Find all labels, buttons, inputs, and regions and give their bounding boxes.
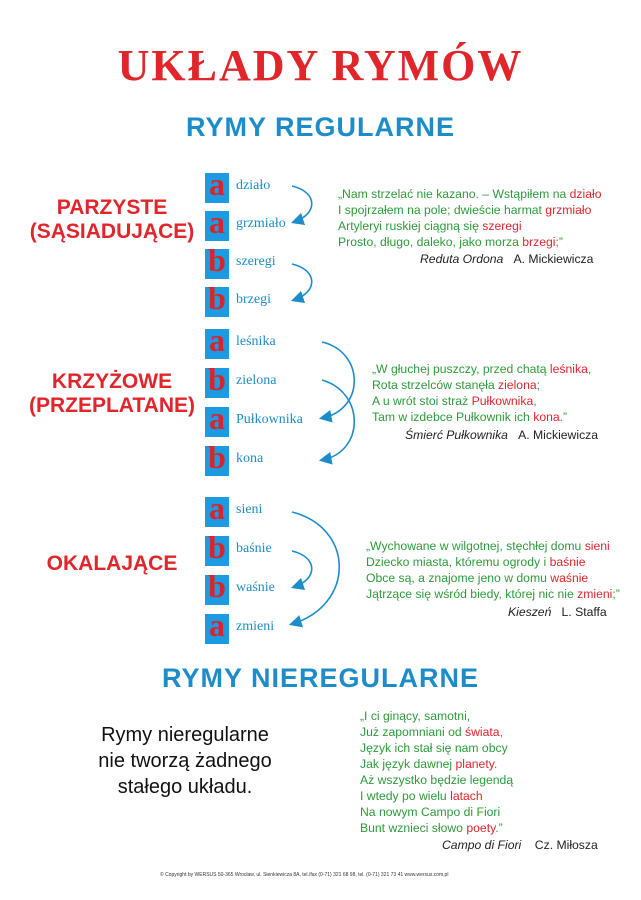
arrow-paired-a bbox=[292, 186, 312, 222]
poem-smierc-pulkownika bbox=[372, 361, 591, 425]
rhyme-letter-box: a bbox=[205, 497, 229, 527]
poem-author: A. Mickiewicza bbox=[513, 252, 594, 266]
regular-rhymes-title: RYMY REGULARNE bbox=[185, 112, 456, 142]
poem-reduta-ordona bbox=[338, 186, 602, 250]
poem-line: Język ich stał się nam obcy bbox=[360, 741, 508, 755]
category-paired-line2: (SĄSIADUJĄCE) bbox=[29, 220, 195, 243]
poem-author: L. Staffa bbox=[561, 605, 607, 619]
rhyme-word: zmieni bbox=[236, 619, 275, 634]
rhyme-letter-box: b bbox=[205, 446, 229, 476]
irregular-rhymes-title: RYMY NIEREGULARNE bbox=[161, 663, 480, 693]
poem-line: Tam w izdebce Pułkownik ich kona.” bbox=[372, 410, 568, 424]
rhyme-word: grzmiało bbox=[236, 216, 286, 231]
category-enclosing-line1: OKALAJĄCE bbox=[46, 552, 178, 575]
category-paired-line1: PARZYSTE bbox=[56, 196, 168, 219]
poem-work-title: Śmierć Pułkownika bbox=[405, 428, 508, 442]
poem-line: „Wychowane w wilgotnej, stęchłej domu sieni bbox=[366, 539, 610, 553]
rhyme-letter-box: b bbox=[205, 287, 229, 317]
poem-line: Aż wszystko będzie legendą bbox=[360, 773, 514, 787]
rhyme-letter-box: b bbox=[205, 536, 229, 566]
arrow-cross-b bbox=[322, 380, 354, 460]
rhyme-letter-box: a bbox=[205, 407, 229, 437]
rhyme-letter-box: a bbox=[205, 329, 229, 359]
main-title: UKŁADY RYMÓW bbox=[117, 41, 524, 90]
poem-campo-di-fiori bbox=[360, 708, 513, 836]
poem-work-title: Kieszeń bbox=[508, 605, 552, 619]
poem-kieszen bbox=[366, 538, 620, 602]
rhyme-word: baśnie bbox=[236, 541, 272, 556]
poem-line: Rota strzelców stanęła zielona; bbox=[372, 378, 541, 392]
poem-attribution bbox=[508, 605, 607, 619]
poem-line: „W głuchej puszczy, przed chatą leśnika, bbox=[372, 362, 592, 376]
poem-work-title: Reduta Ordona bbox=[420, 252, 504, 266]
poem-line: I spojrzałem na pole; dwieście harmat grzmiało bbox=[338, 203, 592, 217]
rhyme-word: brzegi bbox=[236, 292, 271, 307]
poem-line: A u wrót stoi straż Pułkownika, bbox=[372, 394, 537, 408]
arrow-enclosing-a bbox=[292, 512, 339, 624]
footer-copyright: © Copyright by WERSUS 50-365 Wrocław, ul. Sienkiewicza 8A, tel./fax (0-71) 321 68 98, tel. (0-71) 321 73 41 www.wersus.com.pl bbox=[160, 872, 449, 878]
poem-author: Cz. Miłosza bbox=[534, 838, 598, 852]
poem-line: Prosto, długo, daleko, jako morza brzegi;” bbox=[338, 235, 563, 249]
arrow-paired-b bbox=[292, 264, 312, 300]
rhyme-letter-box: b bbox=[205, 249, 229, 279]
poem-line: Dziecko miasta, któremu ogrody i baśnie bbox=[366, 555, 586, 569]
rhyme-word: szeregi bbox=[236, 254, 276, 269]
poem-attribution bbox=[420, 252, 593, 266]
rhyme-word: Pułkownika bbox=[236, 412, 303, 427]
poem-line: Bunt wznieci słowo poety.” bbox=[360, 821, 503, 835]
poem-line: Jątrzące się wśród biedy, której nic nie zmieni;” bbox=[366, 587, 620, 601]
rhyme-word: leśnika bbox=[236, 334, 276, 349]
poem-line: „I ci ginący, samotni, bbox=[360, 709, 471, 723]
poem-attribution bbox=[442, 838, 598, 852]
category-cross-line2: (PRZEPLATANE) bbox=[28, 394, 196, 417]
poem-line: Jak język dawnej planety. bbox=[360, 757, 498, 771]
rhyme-letter-box: b bbox=[205, 575, 229, 605]
poem-line: „Nam strzelać nie kazano. – Wstąpiłem na działo bbox=[338, 187, 602, 201]
poem-line: Obce są, a znajome jeno w domu waśnie bbox=[366, 571, 589, 585]
rhyme-word: działo bbox=[236, 178, 271, 193]
rhyme-word: sieni bbox=[236, 502, 263, 517]
rhyme-word: waśnie bbox=[236, 580, 275, 595]
poem-line: Już zapomniani od świata, bbox=[360, 725, 503, 739]
rhyme-word: kona bbox=[236, 451, 264, 466]
poem-line: I wtedy po wielu latach bbox=[360, 789, 483, 803]
rhyme-letter-box: a bbox=[205, 211, 229, 241]
rhyme-word: zielona bbox=[236, 373, 277, 388]
arrow-enclosing-b bbox=[292, 551, 312, 587]
rhyme-letter-box: a bbox=[205, 173, 229, 203]
arrow-cross-a bbox=[322, 342, 354, 418]
poem-author: A. Mickiewicza bbox=[518, 428, 599, 442]
rhyme-letter-box: b bbox=[205, 368, 229, 398]
poem-line: Artyleryi ruskiej ciągną się szeregi bbox=[338, 219, 522, 233]
rhyme-letter-box: a bbox=[205, 614, 229, 644]
poem-attribution bbox=[405, 428, 598, 442]
category-cross-line1: KRZYŻOWE bbox=[51, 370, 173, 393]
poem-line: Na nowym Campo di Fiori bbox=[360, 805, 501, 819]
irregular-description: Rymy nieregularne nie tworzą żadnego stałego układu. bbox=[98, 724, 272, 798]
poem-work-title: Campo di Fiori bbox=[442, 838, 522, 852]
